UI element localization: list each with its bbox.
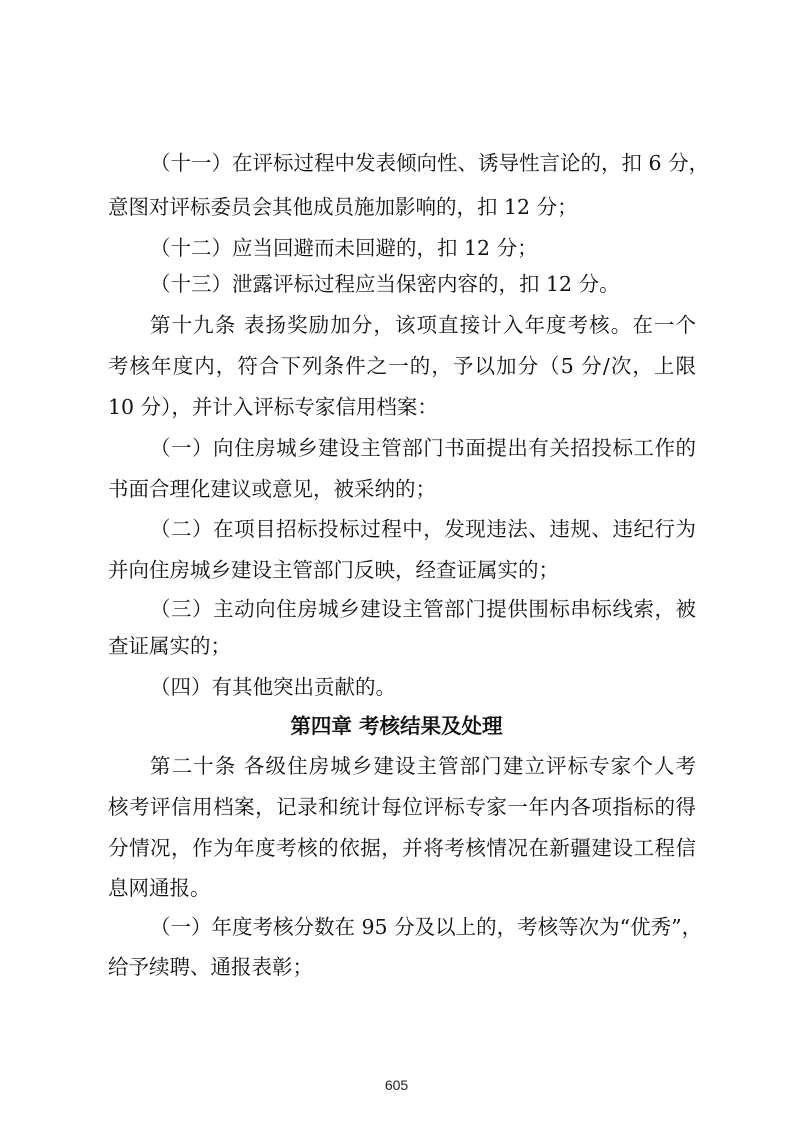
paragraph-line: 查证属实的； bbox=[108, 634, 231, 658]
paragraph-line: 核考评信用档案，记录和统计每位评标专家一年内各项指标的得 bbox=[108, 795, 696, 819]
paragraph-line: （十一）在评标过程中发表倾向性、诱导性言论的，扣 6 分， bbox=[150, 151, 710, 175]
paragraph-line: 息网通报。 bbox=[108, 876, 211, 900]
paragraph-line: 考核年度内，符合下列条件之一的，予以加分（5 分/次，上限 bbox=[108, 354, 696, 378]
paragraph-line: 意图对评标委员会其他成员施加影响的，扣 12 分； bbox=[108, 195, 578, 219]
paragraph-line: （二）在项目招标投标过程中，发现违法、违规、违纪行为 bbox=[150, 517, 696, 541]
paragraph-line: 给予续聘、通报表彰； bbox=[108, 955, 313, 979]
paragraph-line: （一）向住房城乡建设主管部门书面提出有关招投标工作的 bbox=[150, 436, 696, 460]
chapter-heading: 第四章 考核结果及处理 bbox=[290, 714, 503, 738]
paragraph-line: （十二）应当回避而未回避的，扣 12 分； bbox=[150, 236, 538, 260]
paragraph-line: 书面合理化建议或意见，被采纳的； bbox=[108, 477, 436, 501]
paragraph-line: 分情况，作为年度考核的依据，并将考核情况在新疆建设工程信 bbox=[108, 836, 696, 860]
paragraph-line: （四）有其他突出贡献的。 bbox=[150, 675, 396, 699]
paragraph-line: （三）主动向住房城乡建设主管部门提供围标串标线索，被 bbox=[150, 597, 696, 621]
paragraph-line: （十三）泄露评标过程应当保密内容的，扣 12 分。 bbox=[150, 272, 620, 296]
paragraph-line: 并向住房城乡建设主管部门反映，经查证属实的； bbox=[108, 558, 559, 582]
paragraph-line: 第二十条 各级住房城乡建设主管部门建立评标专家个人考 bbox=[150, 754, 696, 778]
page-number: 605 bbox=[384, 1077, 409, 1093]
paragraph-line: 第十九条 表扬奖励加分，该项直接计入年度考核。在一个 bbox=[150, 313, 696, 337]
paragraph-line: 10 分），并计入评标专家信用档案： bbox=[108, 395, 438, 419]
paragraph-line: （一）年度考核分数在 95 分及以上的，考核等次为“优秀”， bbox=[150, 915, 703, 939]
